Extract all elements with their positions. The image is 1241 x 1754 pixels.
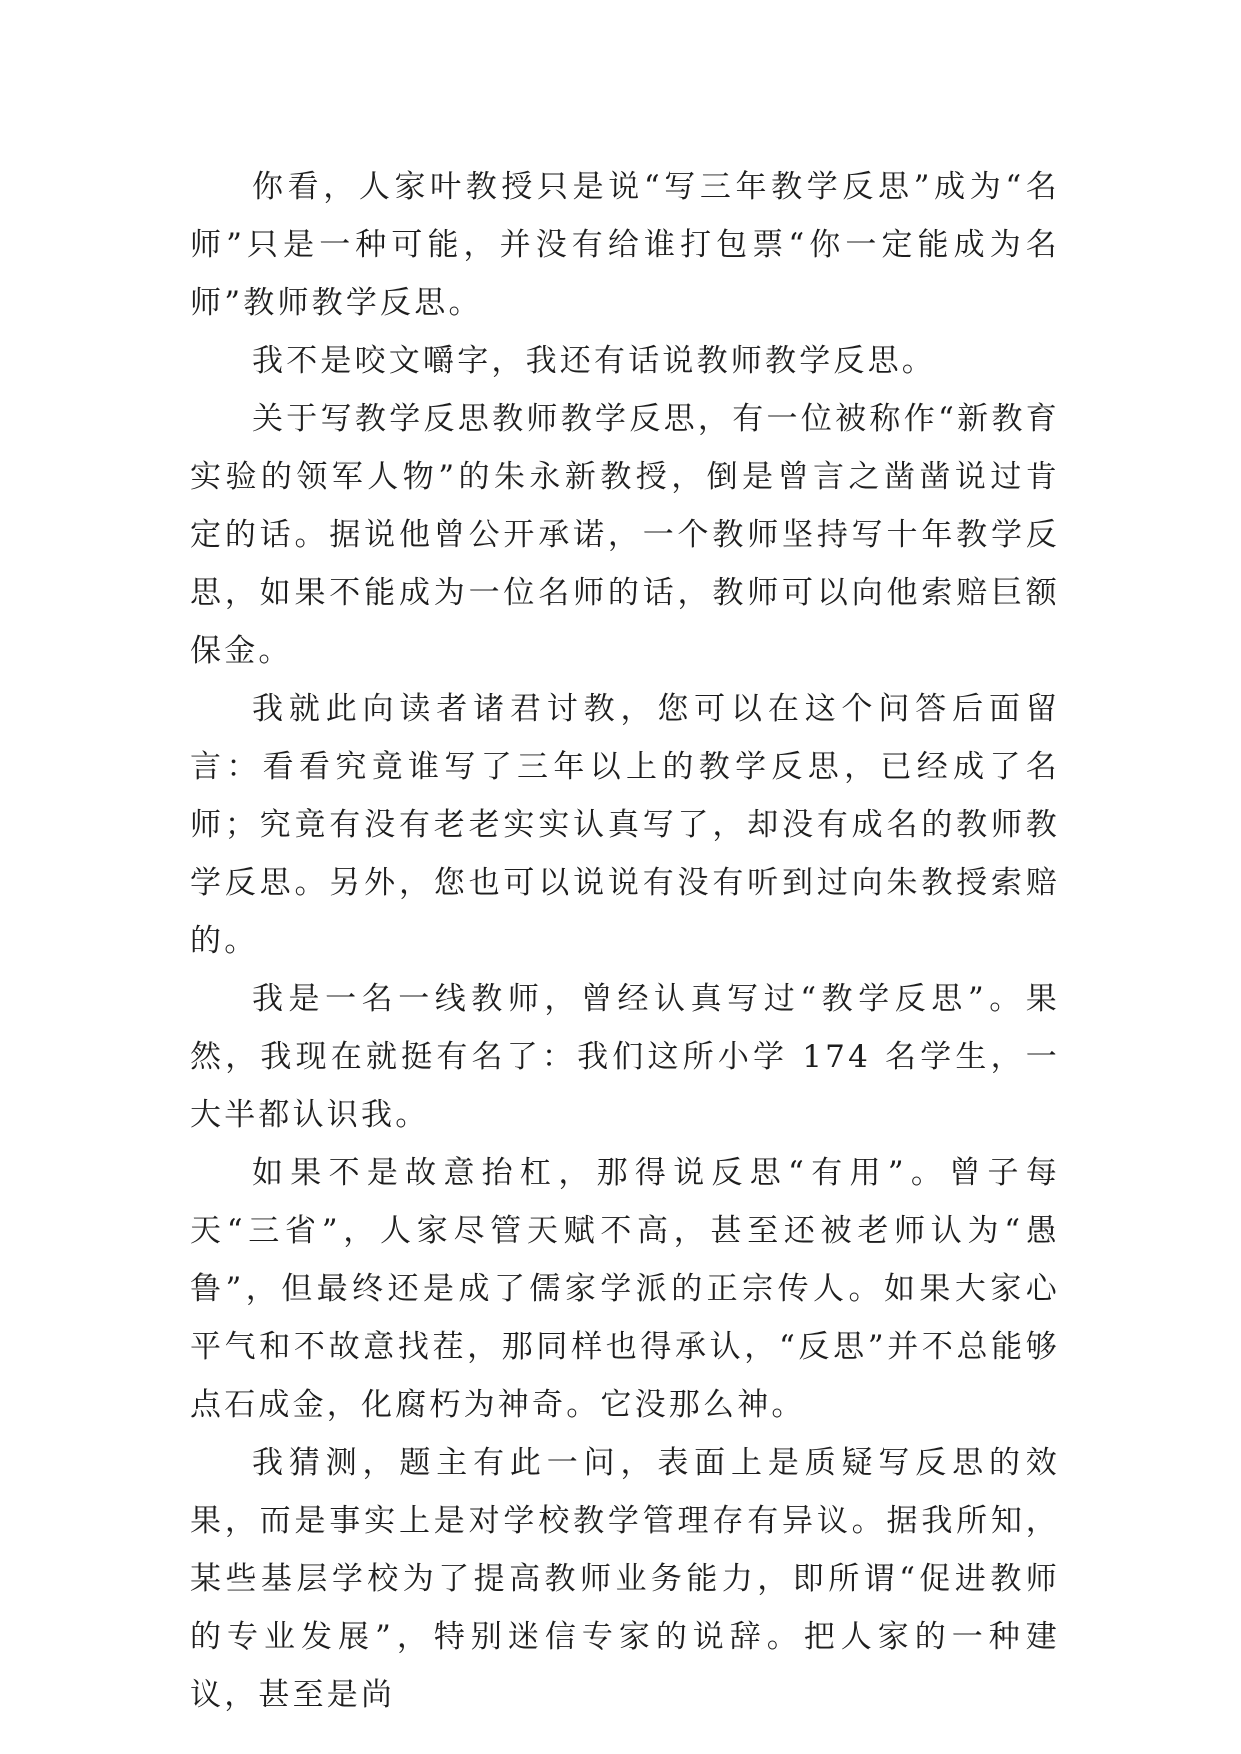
paragraph: 我猜测，题主有此一问，表面上是质疑写反思的效果，而是事实上是对学校教学管理存有异议。据我所知，某些基层学校为了提高教师业务能力，即所谓“促进教师的专业发展”，特别迷信专家的说辞。把人家的一种建议，甚至是尚	[190, 1445, 1060, 1713]
paragraph: 关于写教学反思教师教学反思，有一位被称作“新教育实验的领军人物”的朱永新教授，倒是曾言之凿凿说过肯定的话。据说他曾公开承诺，一个教师坚持写十年教学反思，如果不能成为一位名师的话，教师可以向他索赔巨额保金。	[190, 401, 1060, 669]
paragraph: 你看，人家叶教授只是说“写三年教学反思”成为“名师”只是一种可能，并没有给谁打包票“你一定能成为名师”教师教学反思。	[190, 169, 1060, 321]
paragraph: 如果不是故意抬杠，那得说反思“有用”。曾子每天“三省”，人家尽管天赋不高，甚至还被老师认为“愚鲁”，但最终还是成了儒家学派的正宗传人。如果大家心平气和不故意找茬，那同样也得承认，“反思”并不总能够点石成金，化腐朽为神奇。它没那么神。	[190, 1155, 1060, 1423]
document-body	[190, 158, 1060, 1724]
paragraph: 我就此向读者诸君讨教，您可以在这个问答后面留言：看看究竟谁写了三年以上的教学反思，已经成了名师；究竟有没有老老实实认真写了，却没有成名的教师教学反思。另外，您也可以说说有没有听到过向朱教授索赔的。	[190, 691, 1060, 959]
paragraph: 我不是咬文嚼字，我还有话说教师教学反思。	[252, 343, 936, 379]
paragraph: 我是一名一线教师，曾经认真写过“教学反思”。果然，我现在就挺有名了：我们这所小学 174 名学生，一大半都认识我。	[190, 981, 1060, 1133]
